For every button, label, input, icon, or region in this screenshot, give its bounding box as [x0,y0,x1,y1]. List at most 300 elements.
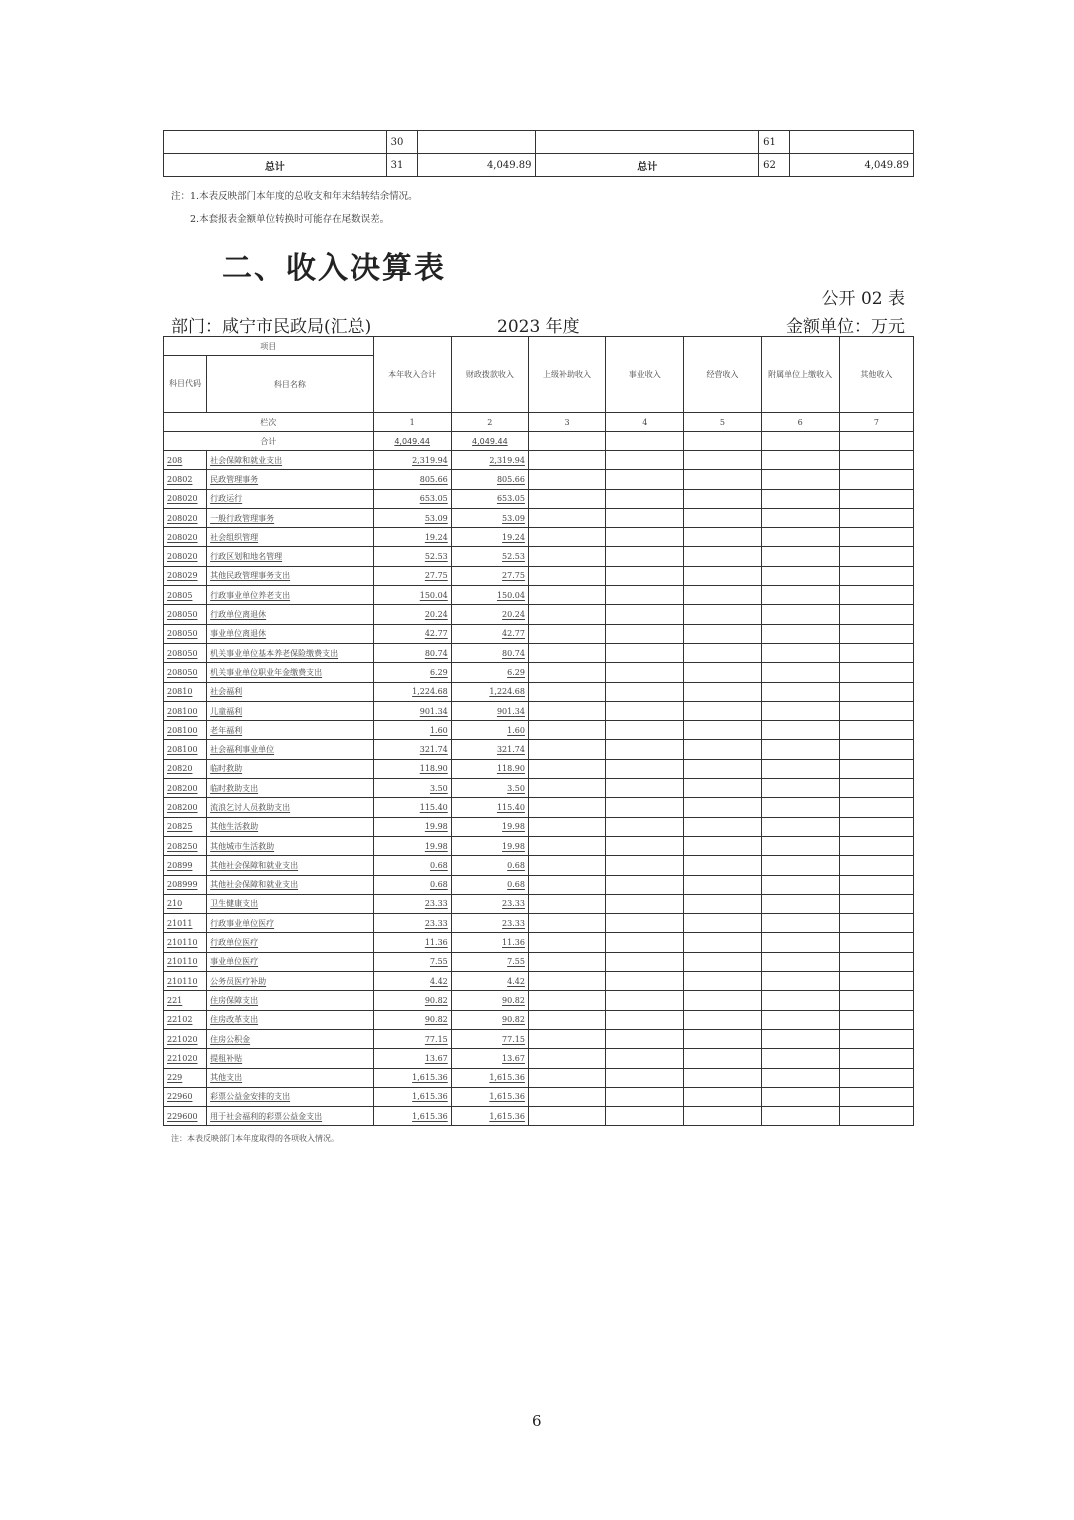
header-code: 科目代码 [164,356,207,413]
row-empty-cell [606,817,684,836]
row-empty-cell [839,643,913,662]
row-empty-cell [761,972,839,991]
row-empty-cell [761,721,839,740]
row-empty-cell [606,1049,684,1068]
row-empty-cell [839,856,913,875]
row-empty-cell [606,547,684,566]
row-total: 115.40 [373,798,451,817]
row-total: 2,319.94 [373,451,451,470]
note-line-2: 2.本套报表金额单位转换时可能存在尾数误差。 [190,214,390,225]
row-empty-cell [684,586,761,605]
row-empty-cell [684,798,761,817]
page-number: 6 [532,1412,542,1430]
row-empty-cell [528,875,605,894]
row-total: 6.29 [373,663,451,682]
table-row [164,952,914,971]
row-empty-cell [839,1029,913,1048]
row-code: 208200 [164,779,207,798]
row-fiscal: 20.24 [451,605,528,624]
row-name: 住房改革支出 [207,1010,373,1029]
row-empty-cell [528,451,605,470]
row-fiscal: 7.55 [451,952,528,971]
table-body [164,451,914,1126]
row-empty-cell [761,1068,839,1087]
row-empty-cell [761,701,839,720]
table-header [164,337,914,451]
row-total: 13.67 [373,1049,451,1068]
row-code: 208050 [164,624,207,643]
row-empty-cell [684,1010,761,1029]
row-empty-cell [606,1068,684,1087]
row-code: 208 [164,451,207,470]
row-empty-cell [528,1010,605,1029]
row-empty-cell [606,489,684,508]
row-fiscal: 42.77 [451,624,528,643]
row-fiscal: 1.60 [451,721,528,740]
table-row [164,817,914,836]
row-total: 805.66 [373,470,451,489]
row-code: 208100 [164,721,207,740]
table-row [164,721,914,740]
row-empty-cell [528,643,605,662]
summary-left-label: 总计 [164,154,387,177]
row-empty-cell [761,914,839,933]
table-row [164,1049,914,1068]
row-empty-cell [761,1107,839,1126]
row-fiscal: 53.09 [451,508,528,527]
row-fiscal: 77.15 [451,1029,528,1048]
row-name: 社会组织管理 [207,528,373,547]
row-name: 机关事业单位基本养老保险缴费支出 [207,643,373,662]
row-empty-cell [606,933,684,952]
row-empty-cell [684,894,761,913]
row-code: 221020 [164,1029,207,1048]
row-empty-cell [839,798,913,817]
row-code: 20805 [164,586,207,605]
row-empty-cell [684,701,761,720]
row-empty-cell [839,528,913,547]
row-empty-cell [839,605,913,624]
table-row [164,914,914,933]
index-cell: 4 [606,413,684,432]
row-total: 27.75 [373,566,451,585]
row-empty-cell [684,779,761,798]
row-name: 其他社会保障和就业支出 [207,856,373,875]
row-code: 208029 [164,566,207,585]
row-empty-cell [684,991,761,1010]
row-empty-cell [684,663,761,682]
row-name: 机关事业单位职业年金缴费支出 [207,663,373,682]
row-empty-cell [528,1107,605,1126]
table-row [164,489,914,508]
row-empty-cell [684,740,761,759]
row-fiscal: 1,224.68 [451,682,528,701]
row-code: 210110 [164,952,207,971]
row-empty-cell [606,875,684,894]
row-code: 208050 [164,605,207,624]
row-empty-cell [528,1029,605,1048]
income-table [163,336,914,1126]
row-empty-cell [761,779,839,798]
row-total: 19.24 [373,528,451,547]
row-empty-cell [606,643,684,662]
row-empty-cell [684,1068,761,1087]
row-empty-cell [528,856,605,875]
row-code: 208020 [164,528,207,547]
row-empty-cell [684,605,761,624]
row-empty-cell [684,508,761,527]
row-name: 公务员医疗补助 [207,972,373,991]
year-label: 2023 年度 [497,317,580,337]
total-c3 [528,432,605,451]
row-empty-cell [839,1010,913,1029]
row-empty-cell [684,1049,761,1068]
row-name: 其他城市生活救助 [207,836,373,855]
row-total: 150.04 [373,586,451,605]
row-fiscal: 1,615.36 [451,1068,528,1087]
row-empty-cell [684,1087,761,1106]
summary-table [163,130,914,177]
row-fiscal: 19.98 [451,817,528,836]
row-total: 1,615.36 [373,1087,451,1106]
row-empty-cell [528,740,605,759]
row-empty-cell [684,972,761,991]
header-col3: 上级补助收入 [528,337,605,413]
row-empty-cell [684,875,761,894]
row-total: 19.98 [373,817,451,836]
row-total: 23.33 [373,894,451,913]
form-id: 公开 02 表 [821,289,905,309]
row-name: 行政事业单位养老支出 [207,586,373,605]
row-empty-cell [528,1087,605,1106]
row-empty-cell [606,663,684,682]
total-label: 合计 [164,432,374,451]
row-name: 其他民政管理事务支出 [207,566,373,585]
row-empty-cell [606,836,684,855]
row-empty-cell [528,759,605,778]
row-empty-cell [761,836,839,855]
row-empty-cell [528,663,605,682]
row-empty-cell [684,547,761,566]
row-total: 77.15 [373,1029,451,1048]
row-code: 22102 [164,1010,207,1029]
row-index-label: 栏次 [164,413,374,432]
row-empty-cell [684,643,761,662]
row-fiscal: 4.42 [451,972,528,991]
row-fiscal: 80.74 [451,643,528,662]
row-empty-cell [528,933,605,952]
row-empty-cell [684,817,761,836]
row-name: 行政单位离退休 [207,605,373,624]
row-empty-cell [528,991,605,1010]
row-code: 221 [164,991,207,1010]
row-code: 20810 [164,682,207,701]
row-empty-cell [761,643,839,662]
department-label: 部门：咸宁市民政局(汇总) [171,317,372,337]
row-empty-cell [606,586,684,605]
table-row [164,663,914,682]
summary-left-value: 4,049.89 [417,154,536,177]
row-empty-cell [761,1049,839,1068]
row-empty-cell [761,663,839,682]
row-empty-cell [839,875,913,894]
row-fiscal: 1,615.36 [451,1087,528,1106]
row-empty-cell [684,952,761,971]
row-empty-cell [606,1010,684,1029]
row-fiscal: 6.29 [451,663,528,682]
row-empty-cell [839,991,913,1010]
row-fiscal: 3.50 [451,779,528,798]
total-c7 [839,432,913,451]
table-row [164,528,914,547]
row-name: 行政单位医疗 [207,933,373,952]
row-name: 临时救助支出 [207,779,373,798]
row-empty-cell [761,547,839,566]
row-empty-cell [606,914,684,933]
index-cell: 1 [373,413,451,432]
row-total: 53.09 [373,508,451,527]
row-empty-cell [606,991,684,1010]
row-code: 20899 [164,856,207,875]
total-c1: 4,049.44 [373,432,451,451]
row-total: 90.82 [373,1010,451,1029]
row-total: 23.33 [373,914,451,933]
summary-left-no: 31 [386,154,417,177]
row-empty-cell [839,1068,913,1087]
summary-right-value [790,131,914,154]
row-name: 其他社会保障和就业支出 [207,875,373,894]
row-fiscal: 23.33 [451,914,528,933]
row-empty-cell [761,817,839,836]
table-row [164,470,914,489]
row-empty-cell [761,682,839,701]
unit-label: 金额单位：万元 [786,317,905,337]
row-code: 208200 [164,798,207,817]
summary-row [164,131,914,154]
row-empty-cell [839,470,913,489]
row-code: 20802 [164,470,207,489]
row-empty-cell [761,952,839,971]
total-c2: 4,049.44 [451,432,528,451]
row-empty-cell [839,489,913,508]
row-empty-cell [684,624,761,643]
table-row [164,624,914,643]
row-empty-cell [684,933,761,952]
row-empty-cell [606,740,684,759]
row-total: 0.68 [373,875,451,894]
row-code: 229 [164,1068,207,1087]
row-fiscal: 0.68 [451,875,528,894]
row-empty-cell [761,740,839,759]
row-empty-cell [684,721,761,740]
index-cell: 6 [761,413,839,432]
row-empty-cell [684,836,761,855]
row-fiscal: 27.75 [451,566,528,585]
table-row [164,682,914,701]
row-fiscal: 321.74 [451,740,528,759]
row-fiscal: 0.68 [451,856,528,875]
summary-total-row [164,154,914,177]
row-total: 1,615.36 [373,1107,451,1126]
row-empty-cell [761,1010,839,1029]
row-name: 儿童福利 [207,701,373,720]
row-code: 208050 [164,663,207,682]
row-fiscal: 90.82 [451,991,528,1010]
row-total: 901.34 [373,701,451,720]
total-c5 [684,432,761,451]
row-empty-cell [528,914,605,933]
table-row [164,836,914,855]
row-empty-cell [761,1087,839,1106]
row-name: 临时救助 [207,759,373,778]
table-row [164,1087,914,1106]
row-name: 行政区划和地名管理 [207,547,373,566]
row-empty-cell [606,721,684,740]
row-empty-cell [761,605,839,624]
table-row [164,1107,914,1126]
table-row [164,1068,914,1087]
row-empty-cell [528,1049,605,1068]
row-empty-cell [761,451,839,470]
header-col7: 其他收入 [839,337,913,413]
row-total: 1.60 [373,721,451,740]
row-empty-cell [839,701,913,720]
row-empty-cell [606,856,684,875]
summary-left-label [164,131,387,154]
table-row [164,856,914,875]
row-name: 用于社会福利的彩票公益金支出 [207,1107,373,1126]
row-total: 1,615.36 [373,1068,451,1087]
header-col1: 本年收入合计 [373,337,451,413]
index-cell: 2 [451,413,528,432]
row-fiscal: 1,615.36 [451,1107,528,1126]
table-row [164,508,914,527]
row-empty-cell [528,817,605,836]
row-empty-cell [606,1087,684,1106]
row-code: 208020 [164,508,207,527]
row-empty-cell [684,566,761,585]
row-empty-cell [528,624,605,643]
row-code: 208050 [164,643,207,662]
row-fiscal: 653.05 [451,489,528,508]
row-empty-cell [606,624,684,643]
row-empty-cell [606,682,684,701]
row-empty-cell [761,566,839,585]
row-total: 19.98 [373,836,451,855]
row-empty-cell [839,624,913,643]
table-row [164,547,914,566]
row-empty-cell [839,759,913,778]
row-name: 住房公积金 [207,1029,373,1048]
summary-left-value [417,131,536,154]
row-name: 彩票公益金安排的支出 [207,1087,373,1106]
table-row [164,740,914,759]
row-total: 90.82 [373,991,451,1010]
table-row [164,451,914,470]
summary-left-no: 30 [386,131,417,154]
row-code: 229600 [164,1107,207,1126]
row-empty-cell [839,779,913,798]
row-name: 流浪乞讨人员救助支出 [207,798,373,817]
row-name: 一般行政管理事务 [207,508,373,527]
row-empty-cell [528,528,605,547]
row-empty-cell [761,489,839,508]
table-row [164,643,914,662]
row-empty-cell [528,894,605,913]
row-empty-cell [528,836,605,855]
row-total: 3.50 [373,779,451,798]
row-empty-cell [528,701,605,720]
row-code: 22960 [164,1087,207,1106]
table-row [164,1029,914,1048]
row-empty-cell [684,914,761,933]
row-empty-cell [684,759,761,778]
row-empty-cell [684,682,761,701]
row-fiscal: 115.40 [451,798,528,817]
table-row [164,933,914,952]
row-empty-cell [606,605,684,624]
header-col4: 事业收入 [606,337,684,413]
row-empty-cell [839,1107,913,1126]
row-empty-cell [528,547,605,566]
row-empty-cell [839,914,913,933]
index-cell: 7 [839,413,913,432]
row-name: 住房保障支出 [207,991,373,1010]
row-name: 老年福利 [207,721,373,740]
row-empty-cell [684,470,761,489]
table-row [164,586,914,605]
row-total: 11.36 [373,933,451,952]
summary-right-label: 总计 [536,154,759,177]
row-empty-cell [528,952,605,971]
row-empty-cell [839,682,913,701]
row-empty-cell [606,972,684,991]
total-c4 [606,432,684,451]
row-total: 7.55 [373,952,451,971]
row-empty-cell [528,972,605,991]
table-row [164,972,914,991]
row-empty-cell [606,759,684,778]
row-code: 210 [164,894,207,913]
row-empty-cell [839,817,913,836]
row-fiscal: 150.04 [451,586,528,605]
row-total: 653.05 [373,489,451,508]
row-empty-cell [761,759,839,778]
row-name: 行政事业单位医疗 [207,914,373,933]
table-row [164,605,914,624]
table-row [164,798,914,817]
summary-right-label [536,131,759,154]
row-empty-cell [528,586,605,605]
row-empty-cell [761,624,839,643]
row-name: 社会福利 [207,682,373,701]
row-empty-cell [761,798,839,817]
table-row [164,875,914,894]
row-total: 20.24 [373,605,451,624]
row-empty-cell [839,933,913,952]
row-fiscal: 19.24 [451,528,528,547]
row-total: 4.42 [373,972,451,991]
row-empty-cell [528,1068,605,1087]
row-fiscal: 118.90 [451,759,528,778]
row-name: 其他支出 [207,1068,373,1087]
row-empty-cell [684,1107,761,1126]
row-empty-cell [528,566,605,585]
total-c6 [761,432,839,451]
row-empty-cell [839,894,913,913]
row-empty-cell [606,701,684,720]
table-row [164,701,914,720]
